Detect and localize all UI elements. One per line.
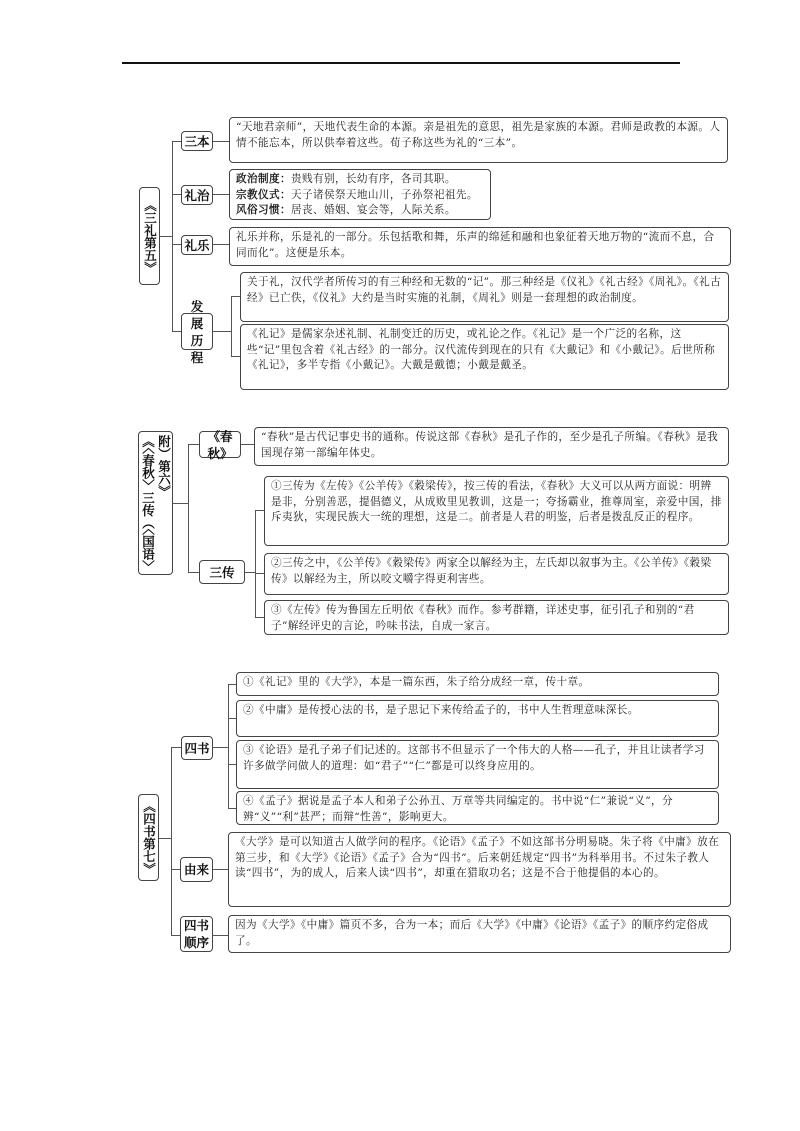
connector <box>231 356 240 357</box>
connector <box>213 141 229 142</box>
connector <box>171 747 181 748</box>
connector <box>255 617 264 618</box>
connector <box>255 573 264 574</box>
text-sishu-2: ②《中庸》是传授心法的书，是子思记下来传给孟子的，书中人生哲理意味深长。 <box>236 700 719 737</box>
connector <box>172 503 188 504</box>
lizhi-item <box>236 172 484 188</box>
connector <box>172 141 173 331</box>
text-shunxu: 因为《大学》《中庸》篇页不多，合为一本；而后《大学》《中庸》《论语》《孟子》的顺序约定俗成了。 <box>228 915 731 953</box>
branch-lizhi: 礼治 <box>181 185 213 205</box>
text-fazhan-2: 《礼记》是儒家杂述礼制、礼制变迁的历史，或礼论之作。《礼记》是一个广泛的名称，这些“记”里包含着《礼古经》的一部分。汉代流传到现在的只有《大戴记》和《小戴记》。后世所称《礼记》，多半专指《小戴记》。大戴是戴德；小戴是戴圣。 <box>240 324 729 390</box>
section-title-chunqiu: 《〈春秋〉三传（〈国语〉附）第六》 <box>138 431 173 575</box>
desc: 居丧、婚姻、宴会等，人际关系。 <box>290 204 456 217</box>
connector <box>159 236 172 237</box>
text-liyue: 礼乐并称，乐是礼的一部分。乐包括歌和舞，乐声的绵延和融和也象征着天地万物的“流而不息，合同而化”。这便是乐本。 <box>229 227 731 266</box>
connector <box>172 194 181 195</box>
connector <box>228 764 236 765</box>
connector <box>172 244 181 245</box>
connector <box>213 244 229 245</box>
header-rule <box>122 62 680 64</box>
branch-sanzhuan: 三传 <box>199 560 245 584</box>
connector <box>231 296 240 297</box>
connector <box>228 684 236 685</box>
connector <box>228 718 236 719</box>
text-youlai: 《大学》是可以知道古人做学问的程序。《论语》《孟子》不如这部书分明易晓。朱子将《中庸》放在第三步，和《大学》《论语》《孟子》合为“四书”。后来朝廷规定“四书”为科举用书。不过朱子教人读“四书”，为的成人，后来人读“四书”，却重在猎取功名；这是不合于他提倡的本心的。 <box>228 832 731 907</box>
connector <box>188 444 199 445</box>
section-title-sanli: 《三礼第五》 <box>139 187 160 285</box>
text-fazhan-1: 关于礼，汉代学者所传习的有三种经和无数的“记”。那三种经是《仪礼》《礼古经》《周礼》。《礼古经》已亡佚，《仪礼》大约是当时实施的礼制，《周礼》则是一套理想的政治制度。 <box>240 272 729 322</box>
text-sanzhuan-3: ③《左传》传为鲁国左丘明依《春秋》而作。参考群籍，详述史事，征引孔子和别的“君子”解经评史的言论，吟味书法，自成一家言。 <box>264 600 729 635</box>
connector <box>245 572 255 573</box>
lizhi-item <box>236 188 484 204</box>
term: 政治制度： <box>236 173 291 185</box>
connector <box>159 838 171 839</box>
connector <box>213 935 228 936</box>
connector <box>231 296 232 356</box>
connector <box>255 510 264 511</box>
text-chunqiu: “春秋”是古代记事史书的通称。传说这部《春秋》是孔子作的，至少是孔子所编。《春秋》是我国现存第一部编年体史。 <box>254 427 729 466</box>
section-title-sishu: 《四书第七》 <box>138 794 159 881</box>
text-sanzhuan-1: ①三传为《左传》《公羊传》《穀梁传》，按三传的看法，《春秋》大义可以从两方面说：明辨是非，分别善恶，提倡德义，从成败里见教训，这是一；夸扬霸业，推尊周室，亲爱中国，排斥夷狄，实现民族大一统的理想，这是二。前者是人君的明鉴，后者是拨乱反正的程序。 <box>264 476 729 546</box>
term: 宗教仪式： <box>236 188 291 201</box>
text-sanben: “天地君亲师”，天地代表生命的本源。亲是祖先的意思，祖先是家族的本源。君师是政教的本源。人情不能忘本，所以供奉着这些。荀子称这些为礼的“三本”。 <box>229 117 728 163</box>
text-sishu-3: ③《论语》是孔子弟子们记述的。这部书不但显示了一个伟大的人格——孔子，并且让读者学习许多做学问做人的道理：如“君子”“仁”都是可以终身应用的。 <box>236 740 719 789</box>
branch-fazhan: 发展历程 <box>181 313 213 350</box>
text-sishu-4: ④《孟子》据说是孟子本人和弟子公孙丑、万章等共同编定的。书中说“仁”兼说“义”，分辨“义”“利”甚严；而辩“性善”，影响更大。 <box>236 791 719 825</box>
text-lizhi <box>229 169 491 220</box>
desc: 贵贱有别，长幼有序，各司其职。 <box>290 173 456 185</box>
branch-liyue: 礼乐 <box>181 235 213 255</box>
connector <box>213 331 231 332</box>
connector <box>188 572 199 573</box>
connector <box>213 747 228 748</box>
branch-youlai: 由来 <box>180 857 213 882</box>
connector <box>241 444 254 445</box>
text-sishu-1: ①《礼记》里的《大学》，本是一篇东西，朱子给分成经一章，传十章。 <box>236 672 719 696</box>
term: 风俗习惯： <box>236 204 291 217</box>
connector <box>172 141 181 142</box>
connector <box>213 869 228 870</box>
connector <box>255 510 256 617</box>
branch-sishu: 四书 <box>181 736 213 760</box>
connector <box>228 684 229 808</box>
branch-shunxu: 四书顺序 <box>180 916 213 952</box>
lizhi-item <box>236 203 484 219</box>
connector <box>171 747 172 935</box>
desc: 天子诸侯祭天地山川，子孙祭祀祖先。 <box>290 188 478 201</box>
branch-chunqiu: 《春秋》 <box>199 431 241 458</box>
connector <box>188 444 189 572</box>
branch-sanben: 三本 <box>181 131 213 151</box>
connector <box>172 331 181 332</box>
connector <box>213 194 229 195</box>
text-sanzhuan-2: ②三传之中，《公羊传》《穀梁传》两家全以解经为主，左氏却以叙事为主。《公羊传》《穀梁传》以解经为主，所以咬文嚼字得更利害些。 <box>264 553 729 595</box>
connector <box>228 808 236 809</box>
